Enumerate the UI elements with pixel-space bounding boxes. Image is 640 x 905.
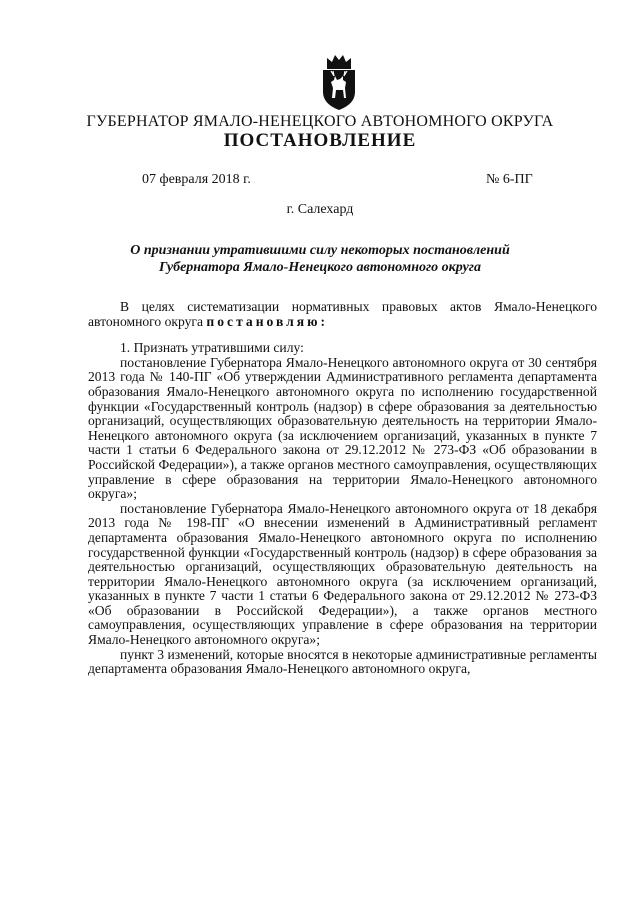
preamble-paragraph (88, 300, 597, 329)
body-paragraph: постановление Губернатора Ямало-Ненецкого автономного округа от 18 декабря 2013 года № 198-ПГ «О внесении изменений в Административный регламент департамента образования Ямало-Ненецкого автономного округа по исполнению государственной функции «Государственный контроль (надзор) в сфере образования за деятельностью организаций, осуществляющих образовательную деятельность на территории Ямало-Ненецкого автономного округа (за исключением организаций, указанных в пункте 7 части 1 статьи 6 Федерального закона от 29.12.2012 № 273-ФЗ «Об образовании в Российской Федерации»), а также органов местного самоуправления, осуществляющих управление в сфере образования на территории Ямало-Ненецкого автономного округа»; (88, 500, 597, 648)
document-city: г. Салехард (286, 202, 354, 217)
document-body (88, 300, 597, 677)
body-paragraph: постановление Губернатора Ямало-Ненецкого автономного округа от 30 сентября 2013 года № 140-ПГ «Об утверждении Административного регламента департамента образования Ямало-Ненецкого автономного округа по исполнению государственной функции «Государственный контроль (надзор) в сфере образования за деятельностью организаций, осуществляющих образовательную деятельность на территории Ямало-Ненецкого автономного округа (за исключением организаций, указанных в пункте 7 части 1 статьи 6 Федерального закона от 29.12.2012 № 273-ФЗ «Об образовании в Российской Федерации»), а также органов местного самоуправления, осуществляющих управление в сфере образования на территории Ямало-Ненецкого автономного округа»; (88, 354, 597, 502)
title-line: Губернатора Ямало-Ненецкого автономного округа (159, 260, 481, 275)
body-paragraph: пункт 3 изменений, которые вносятся в некоторые административные регламенты департамента образования Ямало-Ненецкого автономного округа, (88, 646, 597, 677)
document-date: 07 февраля 2018 г. (142, 172, 251, 187)
decree-word: постановляю: (206, 313, 329, 329)
title-line: О признании утратившими силу некоторых постановлений (130, 243, 510, 258)
authority-heading: ГУБЕРНАТОР ЯМАЛО-НЕНЕЦКОГО АВТОНОМНОГО ОКРУГА (86, 113, 554, 130)
preamble-text: В целях систематизации нормативных правовых актов Ямало-Ненецкого автономного округа (88, 299, 597, 329)
document-type-heading: ПОСТАНОВЛЕНИЕ (223, 130, 417, 151)
document-number: № 6-ПГ (486, 172, 533, 187)
document-title (60, 242, 580, 276)
coat-of-arms-icon (318, 52, 360, 112)
item-paragraph: 1. Признать утратившими силу: (120, 340, 304, 356)
